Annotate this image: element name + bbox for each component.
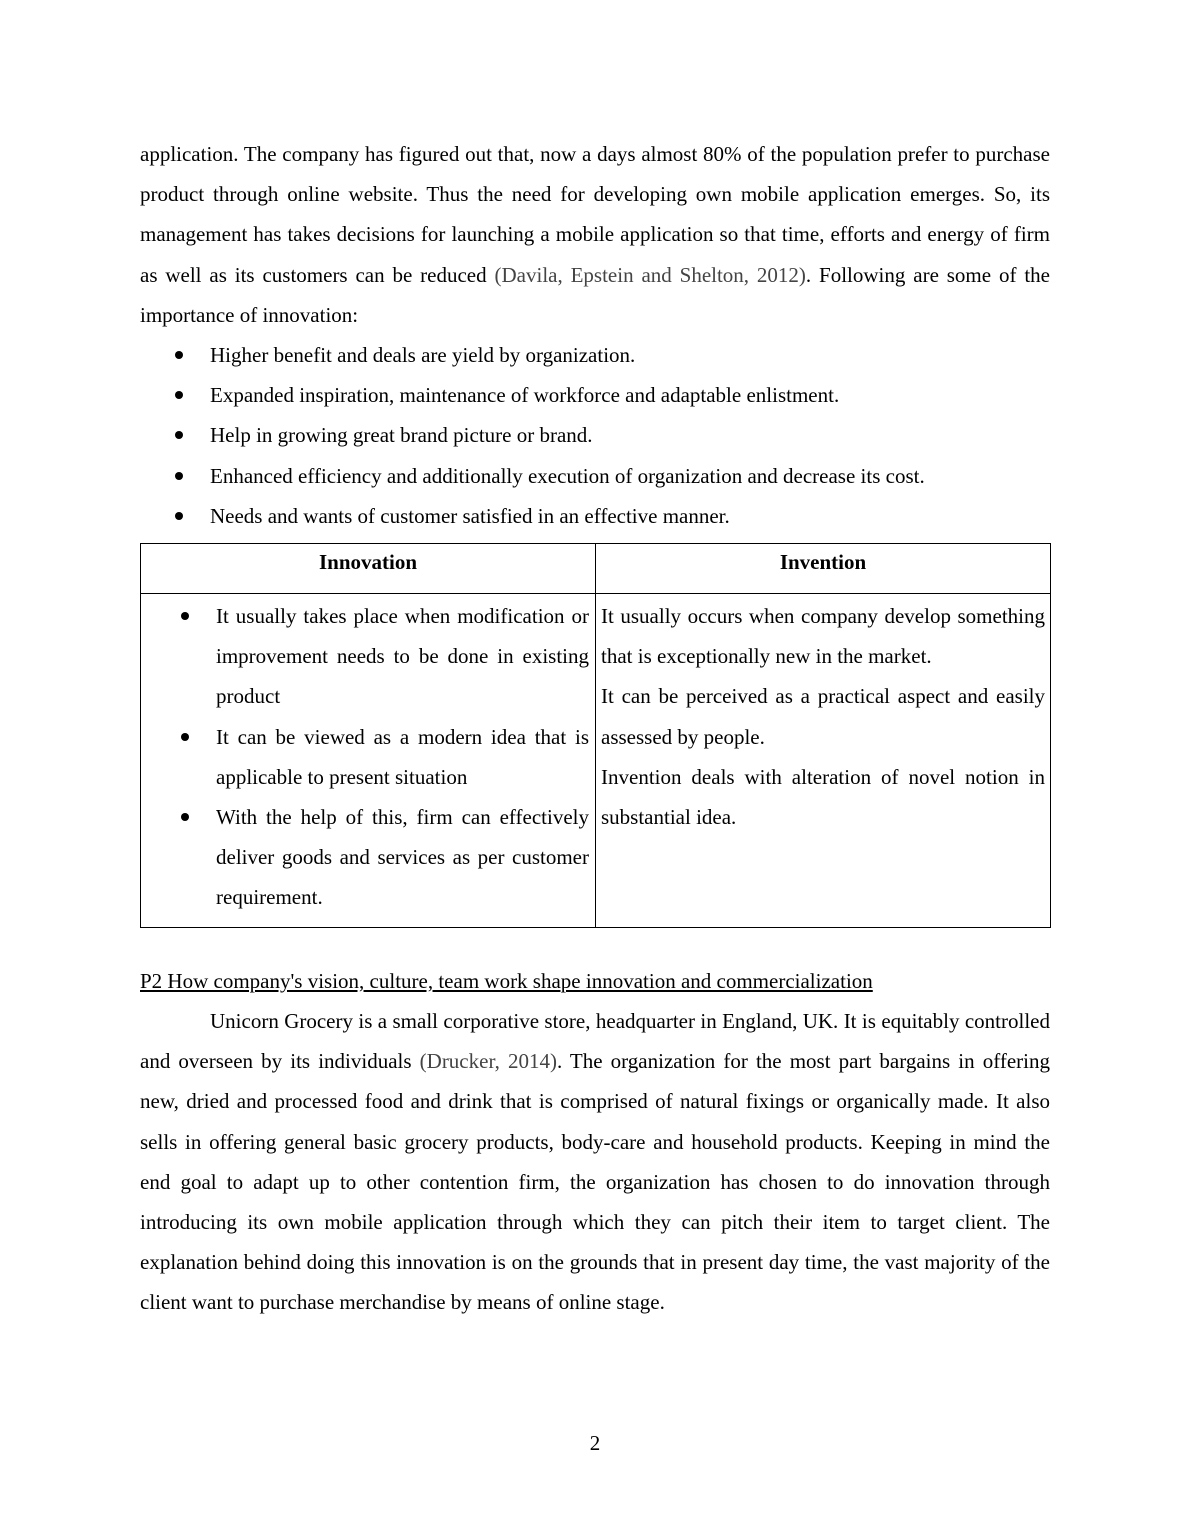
innovation-point: It usually takes place when modification or improvement needs to be done in existing product [216,604,589,709]
table-row [141,594,1051,928]
invention-point: Invention deals with alteration of novel notion in substantial idea. [601,764,1045,830]
list-item [140,335,1050,375]
table-header-row [141,544,1051,594]
bullet-icon [181,612,189,620]
section-text-end: . The organization for the most part bargains in offering new, dried and processed food and drink that is comprised of natural fixings or organically made. It also sells in offering general basic grocery products, body-care and household products. Keeping in mind the end goal to adapt up to other contention firm, the organization has chosen to do innovation through introducing its own mobile application through which they can pitch their item to target client. The explanation behind doing this innovation is on the grounds that in present day time, the vast majority of the client want to purchase merchandise by means of online stage. [140,1049,1050,1315]
invention-point: It usually occurs when company develop something that is exceptionally new in the market. [601,604,1045,669]
section-paragraph [140,1001,1050,1323]
bullet-icon [175,472,183,480]
page-number: 2 [589,1431,601,1455]
list-item-text: Expanded inspiration, maintenance of workforce and adaptable enlistment. [210,383,840,408]
list-item [140,375,1050,415]
list-item [141,797,595,918]
bullet-icon [175,431,183,439]
list-item [141,596,595,717]
comparison-table [140,543,1051,928]
invention-cell [596,594,1051,928]
list-item-text: Enhanced efficiency and additionally execution of organization and decrease its cost. [210,463,925,488]
intro-citation: (Davila, Epstein and Shelton, 2012) [494,262,806,287]
section-text: Unicorn Grocery is a small corporative store, headquarter in England, UK. It is equitably controlled and overseen by its individuals [140,1009,1050,1074]
list-item-text: Higher benefit and deals are yield by organization. [210,343,636,367]
intro-text: application. The company has figured out that, now a days almost 80% of the population prefer to purchase product through online website. Thus the need for developing own mobile application emerges. So, its management has takes decisions for launching a mobile application so that time, efforts and energy of firm as well as its customers can be reduced [140,142,1050,287]
list-item [140,415,1050,455]
section-citation: (Drucker, 2014) [419,1049,557,1074]
innovation-list [141,596,595,918]
invention-point: It can be perceived as a practical aspect and easily assessed by people. [601,684,1045,749]
bullet-icon [175,512,183,520]
bullet-icon [175,351,183,359]
list-item-text: Help in growing great brand picture or brand. [210,423,593,448]
innovation-point: It can be viewed as a modern idea that is applicable to present situation [216,724,589,789]
list-item [140,496,1050,536]
section-heading: P2 How company's vision, culture, team work shape innovation and commercialization [140,969,873,993]
importance-list [140,335,1050,536]
header-invention: Invention [596,544,1051,594]
intro-text-end: . Following are some of the importance of innovation: [140,262,1050,327]
list-item-text: Needs and wants of customer satisfied in an effective manner. [210,503,730,528]
bullet-icon [181,733,189,741]
list-item [140,456,1050,496]
innovation-cell [141,594,596,928]
list-item [141,717,595,797]
intro-paragraph [140,134,1050,335]
header-innovation: Innovation [141,544,596,594]
bullet-icon [175,391,183,399]
innovation-point: With the help of this, firm can effectively deliver goods and services as per customer requirement. [216,805,589,910]
bullet-icon [181,813,189,821]
